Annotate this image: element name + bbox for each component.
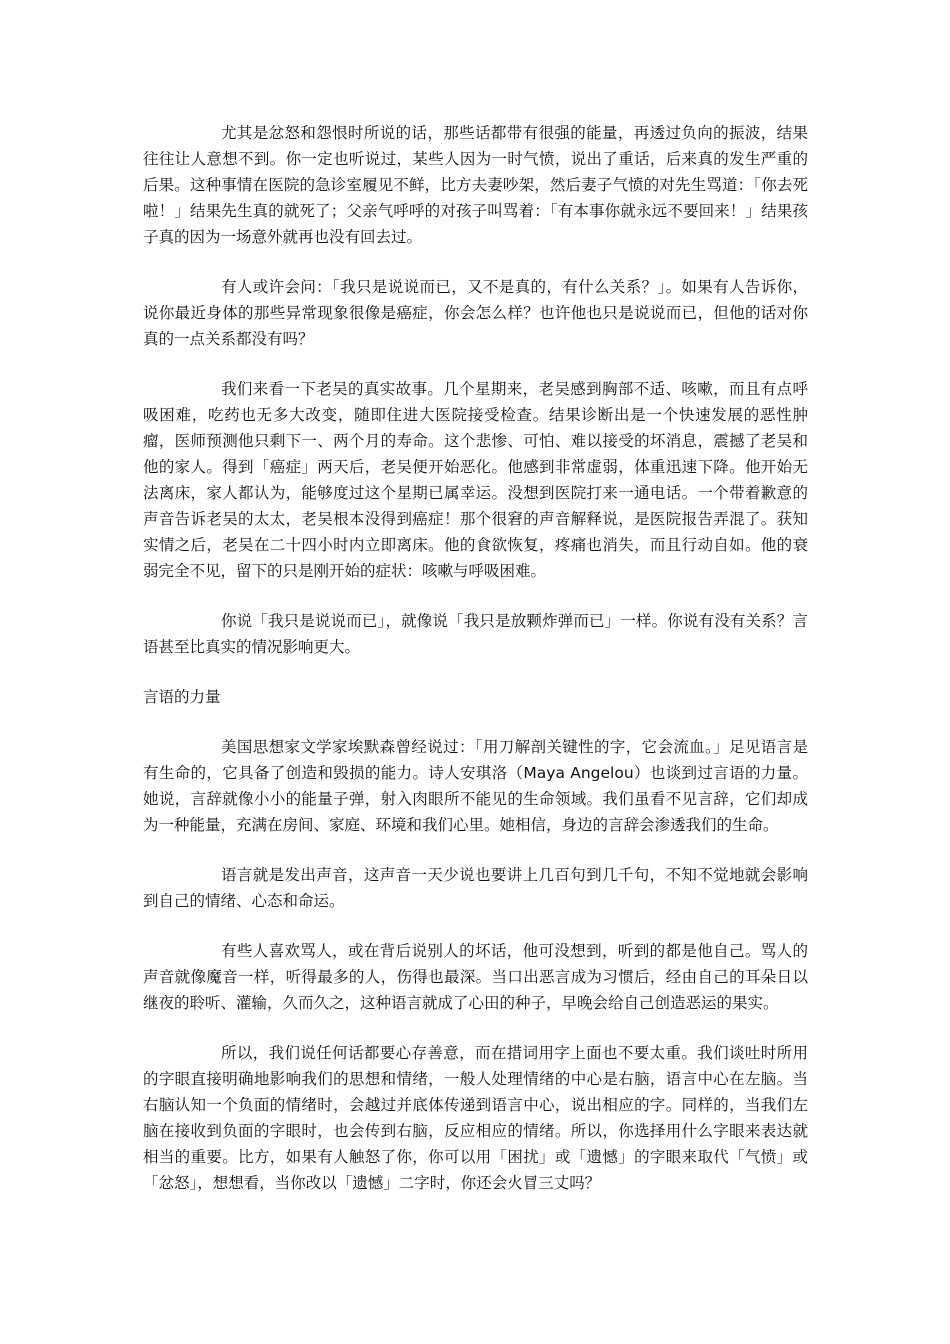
- paragraph-word-choice: 所以，我们说任何话都要心存善意，而在措词用字上面也不要太重。我们谈吐时所用的字眼直接明确地影响我们的思想和情绪，一般人处理情绪的中心是右脑，语言中心在左脑。当右脑认知一个负面的情绪时，会越过并底体传递到语言中心，说出相应的字。同样的，当我们左脑在接收到负面的字眼时，也会传到右脑，反应相应的情绪。所以，你选择用什么字眼来表达就相当的重要。比方，如果有人触怒了你，你可以用「困扰」或「遗憾」的字眼来取代「气愤」或「忿怒」，想想看，当你改以「遗憾」二字时，你还会火冒三丈吗？: [143, 1044, 808, 1192]
- paragraph-cursing: 有些人喜欢骂人，或在背后说别人的坏话，他可没想到，听到的都是他自己。骂人的声音就像魔音一样，听得最多的人，伤得也最深。当口出恶言成为习惯后，经由自己的耳朵日以继夜的聆听、灌输，久而久之，这种语言就成了心田的种子，早晚会给自己创造恶运的果实。: [143, 942, 808, 1012]
- section-heading: 言语的力量: [143, 688, 221, 706]
- paragraph-anger-words: 尤其是忿怒和怨恨时所说的话，那些话都带有很强的能量，再透过负向的振波，结果往往让人意想不到。你一定也听说过，某些人因为一时气愤，说出了重话，后来真的发生严重的后果。这种事情在医院的急诊室履见不鲜，比方夫妻吵架，然后妻子气愤的对先生骂道：「你去死啦！」结果先生真的就死了；父亲气呼呼的对孩子叫骂着：「有本事你就永远不要回来！」结果孩子真的因为一场意外就再也没有回去过。: [143, 124, 808, 246]
- paragraph-lao-wu-story: 我们来看一下老吴的真实故事。几个星期来，老吴感到胸部不适、咳嗽，而且有点呼吸困难，吃药也无多大改变，随即住进大医院接受检查。结果诊断出是一个快速发展的恶性肿瘤，医师预测他只剩下一、两个月的寿命。这个悲惨、可怕、难以接受的坏消息，震撼了老吴和他的家人。得到「癌症」两天后，老吴便开始恶化。他感到非常虚弱，体重迅速下降。他开始无法离床，家人都认为，能够度过这个星期已属幸运。没想到医院打来一通电话。一个带着歉意的声音告诉老吴的太太，老吴根本没得到癌症！那个很窘的声音解释说，是医院报告弄混了。获知实情之后，老吴在二十四小时内立即离床。他的食欲恢复，疼痛也消失，而且行动自如。他的衰弱完全不见，留下的只是刚开始的症状：咳嗽与呼吸困难。: [143, 380, 808, 580]
- paragraph-just-saying: 有人或许会问：「我只是说说而已，又不是真的，有什么关系？」。如果有人告诉你，说你最近身体的那些异常现象很像是癌症，你会怎么样？也许他也只是说说而已，但他的话对你真的一点关系都没有吗？: [143, 278, 808, 348]
- document-page: [143, 120, 808, 1220]
- paragraph-bomb-analogy: 你说「我只是说说而已」，就像说「我只是放颗炸弹而已」一样。你说有没有关系？言语甚至比真实的情况影响更大。: [143, 612, 808, 656]
- paragraph-speech-sound: 语言就是发出声音，这声音一天少说也要讲上几百句到几千句，不知不觉地就会影响到自己的情绪、心态和命运。: [143, 866, 808, 910]
- paragraph-emerson-quote: 美国思想家文学家埃默森曾经说过：「用刀解剖关键性的字，它会流血。」足见语言是有生命的，它具备了创造和毁损的能力。诗人安琪洛（Maya Angelou）也谈到过言语的力量。她说，言辞就像小小的能量子弹，射入肉眼所不能见的生命领域。我们虽看不见言辞，它们却成为一种能量，充满在房间、家庭、环境和我们心里。她相信，身边的言辞会渗透我们的生命。: [143, 738, 808, 834]
